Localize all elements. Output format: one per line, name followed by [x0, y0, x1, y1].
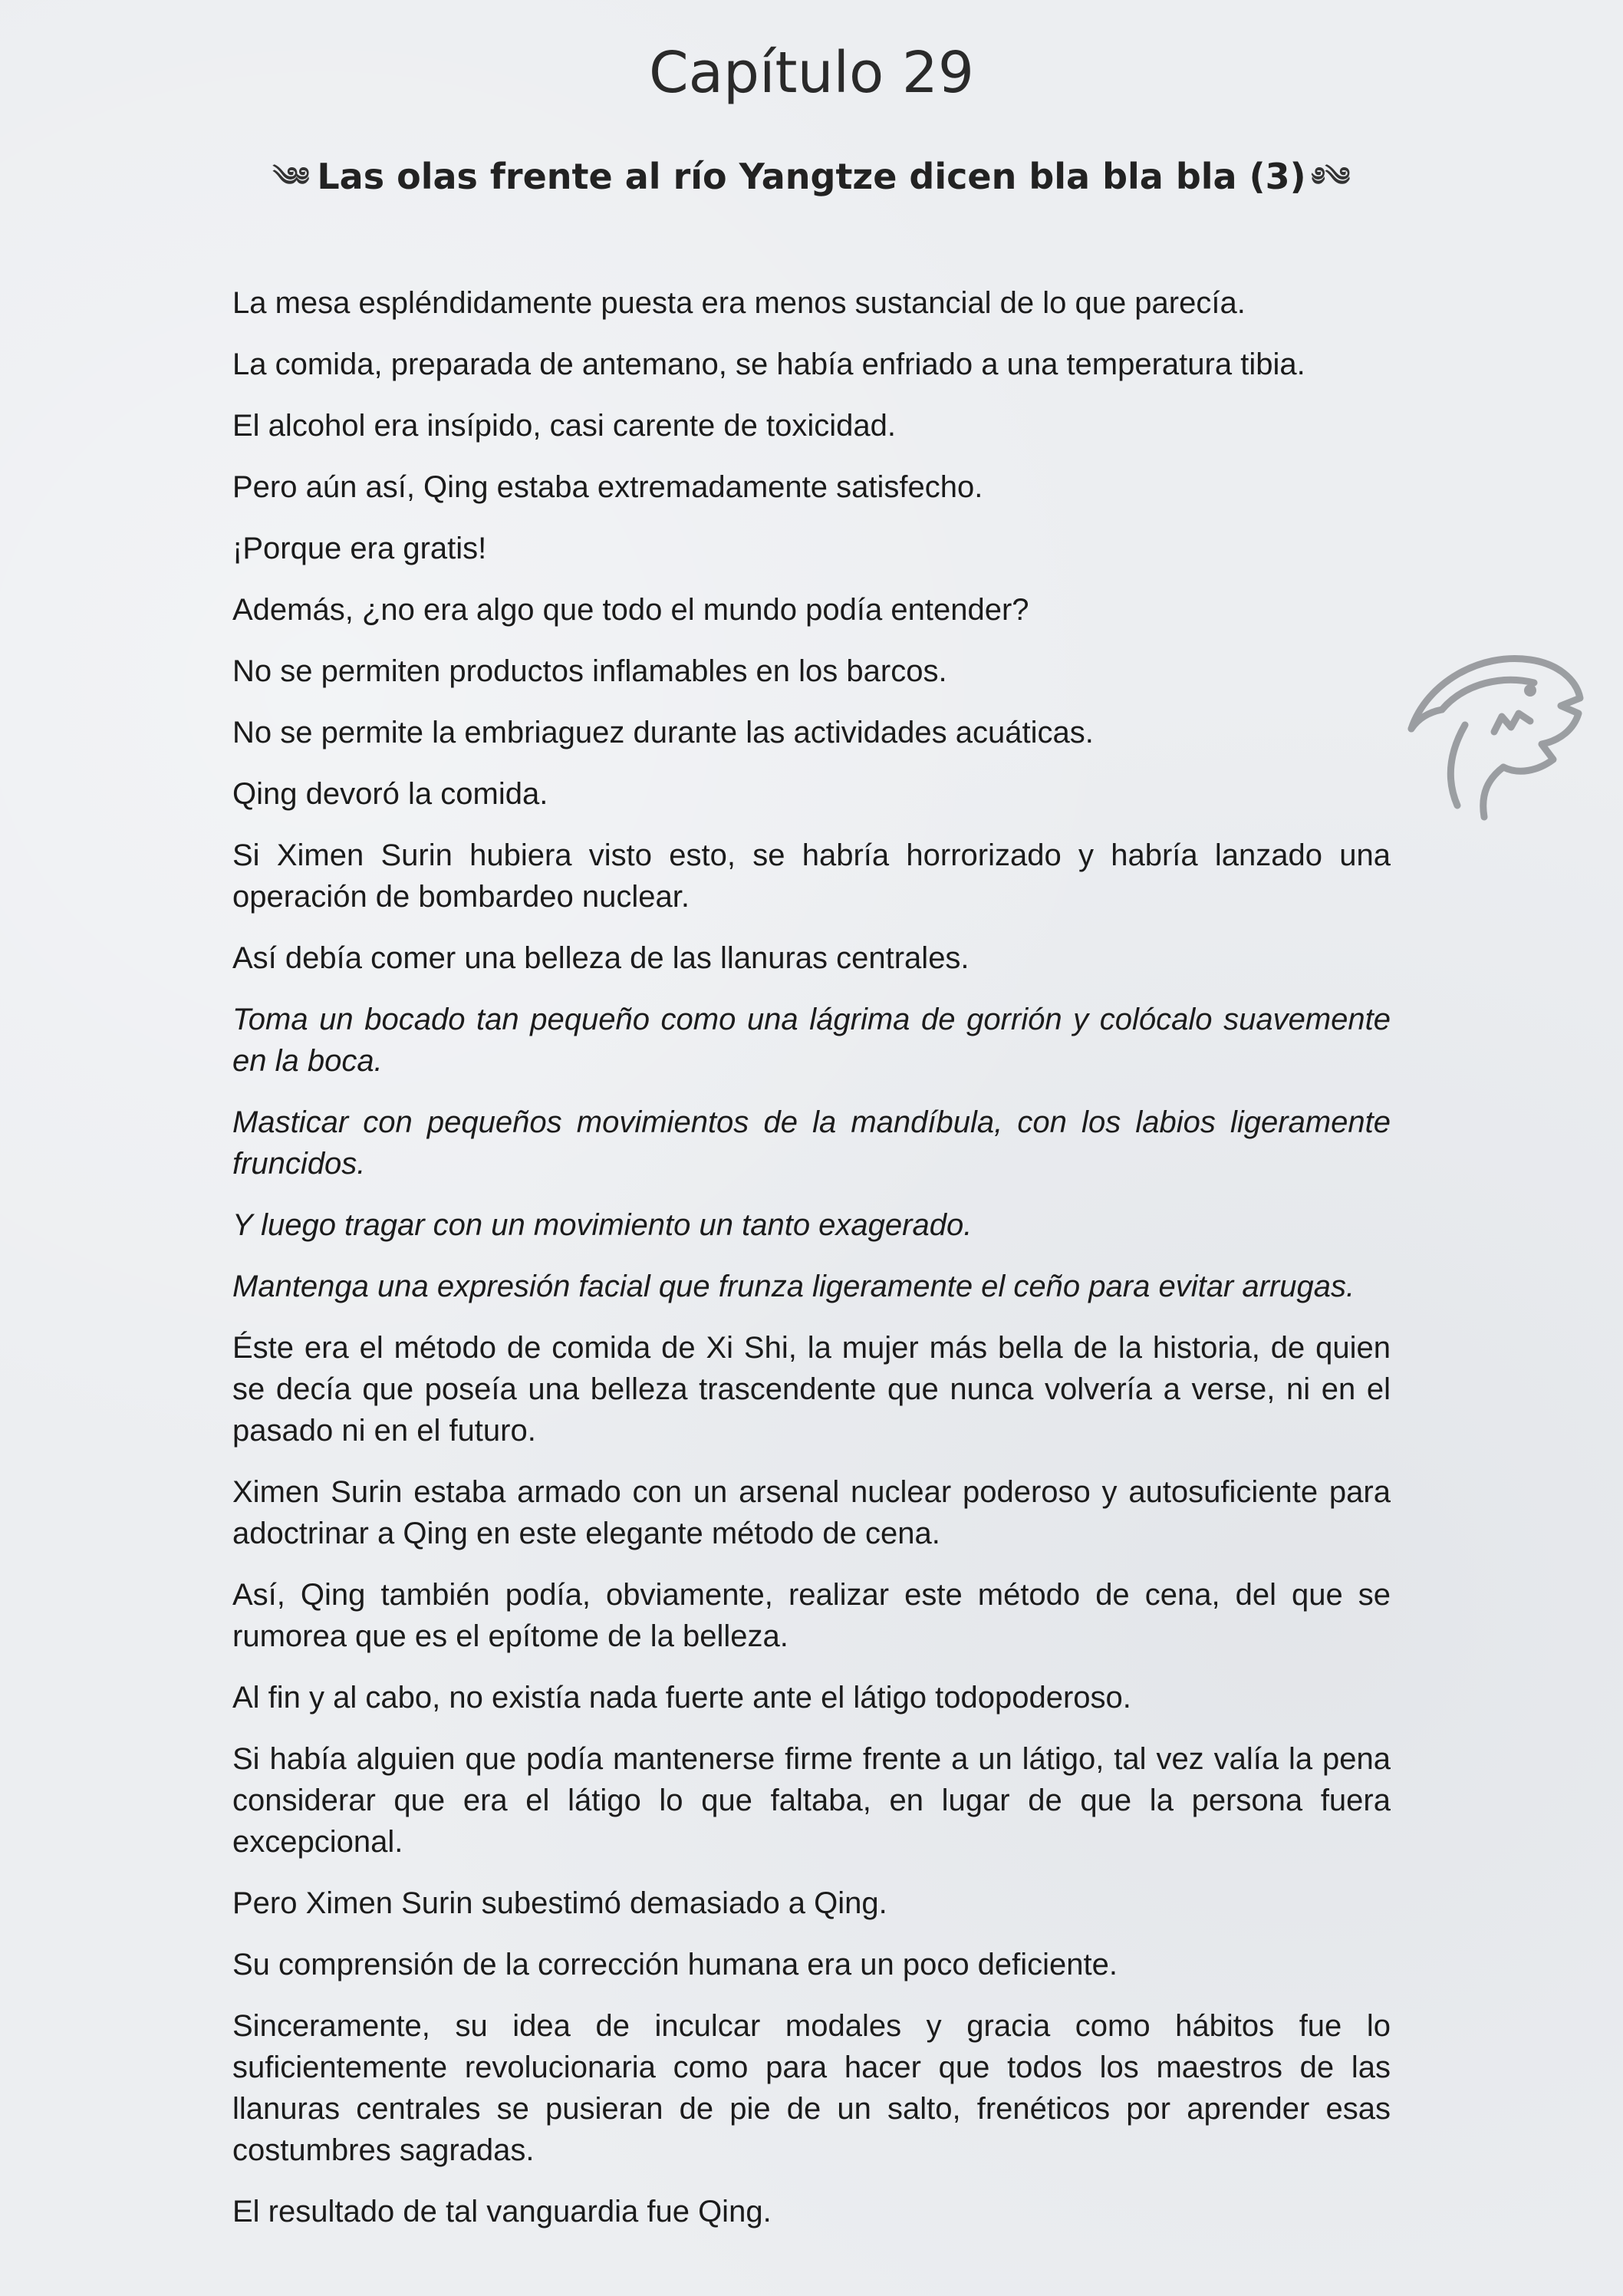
paragraph: Si Ximen Surin hubiera visto esto, se habría horrorizado y habría lanzado una operación de bombardeo nuclear. [232, 838, 1391, 914]
paragraph: Masticar con pequeños movimientos de la mandíbula, con los labios ligeramente fruncidos. [232, 1105, 1391, 1181]
dinosaur-head-icon [1396, 637, 1588, 828]
paragraph: Ximen Surin estaba armado con un arsenal nuclear poderoso y autosuficiente para adoctrinar a Qing en este elegante método de cena. [232, 1475, 1391, 1550]
paragraph: Mantenga una expresión facial que frunza ligeramente el ceño para evitar arrugas. [232, 1270, 1355, 1303]
paragraph: Además, ¿no era algo que todo el mundo podía entender? [232, 593, 1029, 627]
paragraph: Pero aún así, Qing estaba extremadamente satisfecho. [232, 470, 983, 504]
paragraph: Éste era el método de comida de Xi Shi, la mujer más bella de la historia, de quien se decía que poseía una belleza trascendente que nunca volvería a verse, ni en el pasado ni en el futuro. [232, 1331, 1391, 1448]
paragraph: El alcohol era insípido, casi carente de toxicidad. [232, 409, 896, 443]
paragraph: ¡Porque era gratis! [232, 532, 487, 565]
subtitle-text: Las olas frente al río Yangtze dicen bla bla bla (3) [317, 156, 1306, 197]
chapter-title: Capítulo 29 [649, 40, 974, 106]
paragraph: El resultado de tal vanguardia fue Qing. [232, 2195, 772, 2228]
paragraph: Qing devoró la comida. [232, 777, 548, 811]
paragraph: Si había alguien que podía mantenerse firme frente a un látigo, tal vez valía la pena considerar que era el látigo lo que faltaba, en lugar de que la persona fuera excepcional. [232, 1742, 1391, 1859]
paragraph: Así, Qing también podía, obviamente, realizar este método de cena, del que se rumorea que es el epítome de la belleza. [232, 1578, 1391, 1653]
chapter-body [232, 282, 1391, 2252]
ornament-right-icon: ༅༄ [1313, 162, 1351, 193]
chapter-subtitle [0, 147, 1623, 221]
paragraph: Al fin y al cabo, no existía nada fuerte ante el látigo todopoderoso. [232, 1681, 1131, 1715]
paragraph: No se permiten productos inflamables en los barcos. [232, 654, 947, 688]
paragraph: No se permite la embriaguez durante las actividades acuáticas. [232, 716, 1094, 749]
paragraph: Sinceramente, su idea de inculcar modales y gracia como hábitos fue lo suficientemente revolucionaria como para hacer que todos los maestros de las llanuras centrales se pusieran de pie de un salto, frenéticos por aprender esas costumbres sagradas. [232, 2009, 1391, 2167]
paragraph: Toma un bocado tan pequeño como una lágrima de gorrión y colócalo suavemente en la boca. [232, 1003, 1391, 1078]
paragraph: La mesa espléndidamente puesta era menos sustancial de lo que parecía. [232, 286, 1246, 320]
ornament-left-icon: ༄༅ [272, 162, 310, 193]
paragraph: Así debía comer una belleza de las llanuras centrales. [232, 941, 970, 975]
paragraph: Su comprensión de la corrección humana era un poco deficiente. [232, 1948, 1118, 1981]
paragraph: Pero Ximen Surin subestimó demasiado a Qing. [232, 1886, 887, 1920]
paragraph: Y luego tragar con un movimiento un tanto exagerado. [232, 1208, 973, 1242]
paragraph: La comida, preparada de antemano, se había enfriado a una temperatura tibia. [232, 348, 1305, 381]
